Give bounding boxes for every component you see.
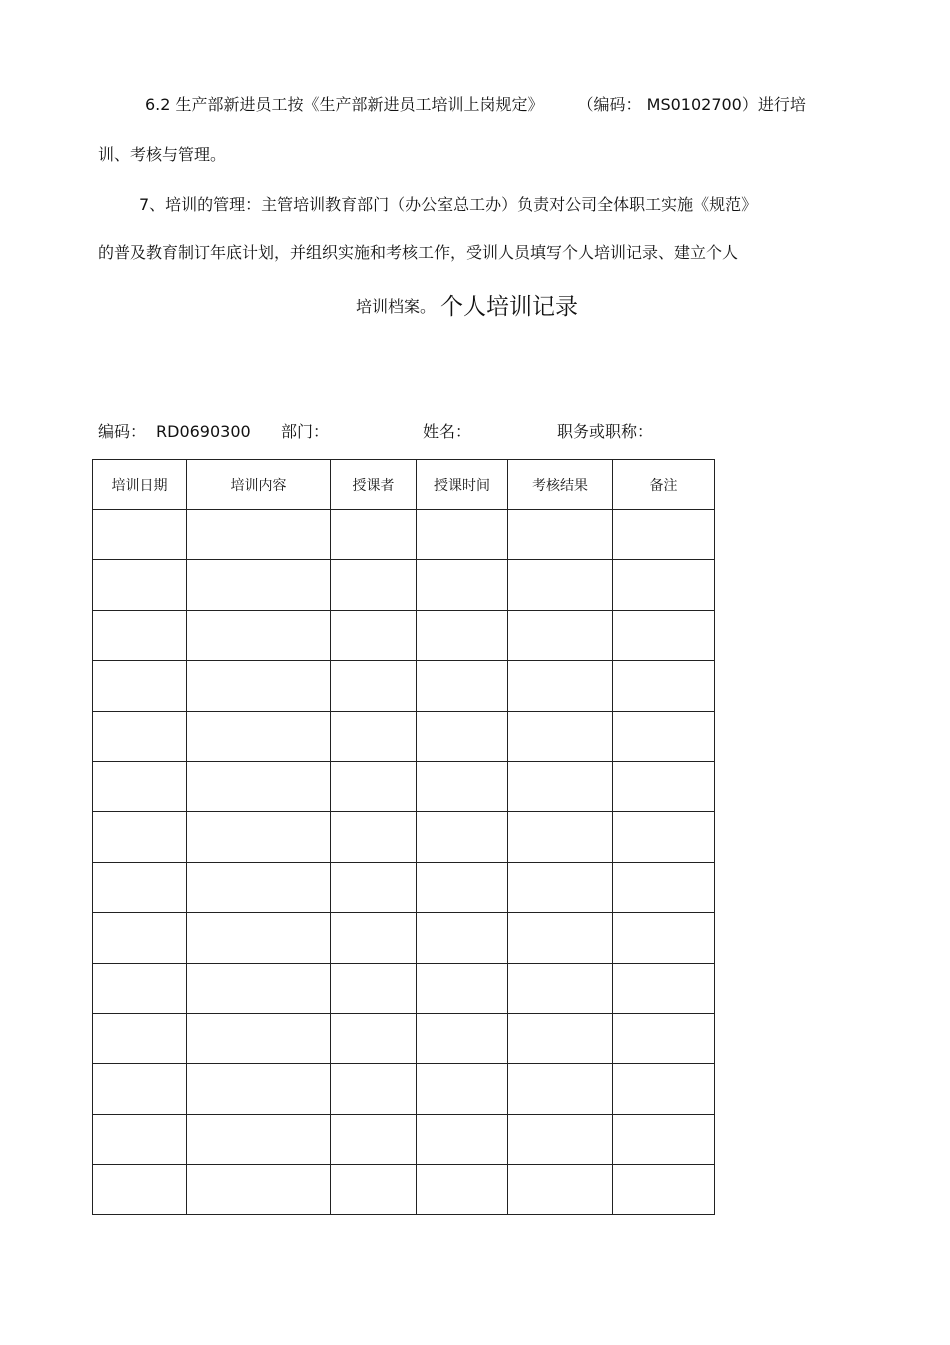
table-row (93, 510, 715, 560)
training-time-cell (417, 560, 508, 610)
table-row (93, 1165, 715, 1215)
training-time-cell (417, 812, 508, 862)
training-time-cell (417, 610, 508, 660)
code-value: RD0690300 (156, 422, 251, 441)
remarks-cell (613, 1165, 715, 1215)
training-content-cell (187, 510, 331, 560)
training-date-cell (93, 913, 187, 963)
training-content-cell (187, 560, 331, 610)
assessment-result-cell (508, 1013, 613, 1063)
column-header-assessment-result: 考核结果 (508, 460, 613, 510)
table-header-row (93, 460, 715, 510)
training-content-cell (187, 913, 331, 963)
table-row (93, 1114, 715, 1164)
training-content-cell (187, 1165, 331, 1215)
department-label: 部门： (281, 422, 330, 441)
training-time-cell (417, 761, 508, 811)
table-row (93, 560, 715, 610)
instructor-cell (331, 963, 417, 1013)
training-content-cell (187, 963, 331, 1013)
assessment-result-cell (508, 1114, 613, 1164)
instructor-cell (331, 1165, 417, 1215)
assessment-result-cell (508, 510, 613, 560)
training-date-cell (93, 510, 187, 560)
assessment-result-cell (508, 560, 613, 610)
training-content-cell (187, 1013, 331, 1063)
training-time-cell (417, 661, 508, 711)
training-date-cell (93, 812, 187, 862)
remarks-cell (613, 812, 715, 862)
remarks-cell (613, 963, 715, 1013)
training-content-cell (187, 1064, 331, 1114)
training-time-cell (417, 1064, 508, 1114)
training-content-cell (187, 1114, 331, 1164)
paragraph-7-line-1: 7、培训的管理：主管培训教育部门（办公室总工办）负责对公司全体职工实施《规范》 (139, 195, 758, 214)
paragraph-6-2-line-2: 训、考核与管理。 (98, 145, 227, 164)
training-time-cell (417, 711, 508, 761)
remarks-cell (613, 913, 715, 963)
training-time-cell (417, 1114, 508, 1164)
table-row (93, 661, 715, 711)
training-date-cell (93, 862, 187, 912)
training-time-cell (417, 963, 508, 1013)
position-label: 职务或职称： (557, 422, 654, 441)
table-row (93, 913, 715, 963)
instructor-cell (331, 1114, 417, 1164)
remarks-cell (613, 510, 715, 560)
column-header-remarks: 备注 (613, 460, 715, 510)
assessment-result-cell (508, 812, 613, 862)
training-date-cell (93, 761, 187, 811)
column-header-training-time: 授课时间 (417, 460, 508, 510)
table-row (93, 761, 715, 811)
instructor-cell (331, 1064, 417, 1114)
assessment-result-cell (508, 1165, 613, 1215)
assessment-result-cell (508, 761, 613, 811)
training-record-table (92, 459, 715, 1215)
column-header-instructor: 授课者 (331, 460, 417, 510)
training-date-cell (93, 560, 187, 610)
remarks-cell (613, 862, 715, 912)
instructor-cell (331, 711, 417, 761)
instructor-cell (331, 913, 417, 963)
instructor-cell (331, 560, 417, 610)
remarks-cell (613, 560, 715, 610)
table-row (93, 862, 715, 912)
name-label: 姓名： (423, 422, 472, 441)
training-content-cell (187, 862, 331, 912)
instructor-cell (331, 761, 417, 811)
training-date-cell (93, 963, 187, 1013)
training-date-cell (93, 1165, 187, 1215)
training-time-cell (417, 1165, 508, 1215)
training-content-cell (187, 761, 331, 811)
training-content-cell (187, 610, 331, 660)
assessment-result-cell (508, 610, 613, 660)
remarks-cell (613, 1114, 715, 1164)
training-date-cell (93, 610, 187, 660)
paragraph-6-2-text-b: （编码： MS0102700）进行培 (577, 95, 806, 114)
instructor-cell (331, 1013, 417, 1063)
table-row (93, 610, 715, 660)
paragraph-6-2-line-1 (145, 94, 806, 116)
instructor-cell (331, 510, 417, 560)
instructor-cell (331, 862, 417, 912)
instructor-cell (331, 661, 417, 711)
training-content-cell (187, 661, 331, 711)
remarks-cell (613, 1064, 715, 1114)
table-row (93, 1064, 715, 1114)
training-date-cell (93, 711, 187, 761)
assessment-result-cell (508, 963, 613, 1013)
training-content-cell (187, 711, 331, 761)
training-content-cell (187, 812, 331, 862)
remarks-cell (613, 711, 715, 761)
training-date-cell (93, 1064, 187, 1114)
assessment-result-cell (508, 661, 613, 711)
remarks-cell (613, 661, 715, 711)
table-row (93, 711, 715, 761)
assessment-result-cell (508, 913, 613, 963)
training-date-cell (93, 1013, 187, 1063)
table-row (93, 963, 715, 1013)
code-label: 编码： (98, 422, 147, 441)
instructor-cell (331, 610, 417, 660)
paragraph-6-2-text-a: 6.2 生产部新进员工按《生产部新进员工培训上岗规定》 (145, 95, 544, 114)
paragraph-7-line-2: 的普及教育制订年底计划，并组织实施和考核工作，受训人员填写个人培训记录、建立个人 (98, 243, 739, 262)
training-time-cell (417, 1013, 508, 1063)
training-time-cell (417, 510, 508, 560)
paragraph-7-text-end: 培训档案。 (356, 297, 437, 316)
form-title: 个人培训记录 (440, 294, 579, 320)
instructor-cell (331, 812, 417, 862)
column-header-training-date: 培训日期 (93, 460, 187, 510)
training-date-cell (93, 1114, 187, 1164)
paragraph-7-line-3 (356, 296, 578, 318)
assessment-result-cell (508, 711, 613, 761)
column-header-training-content: 培训内容 (187, 460, 331, 510)
assessment-result-cell (508, 862, 613, 912)
remarks-cell (613, 610, 715, 660)
table-row (93, 1013, 715, 1063)
training-date-cell (93, 661, 187, 711)
table-row (93, 812, 715, 862)
remarks-cell (613, 761, 715, 811)
training-time-cell (417, 862, 508, 912)
training-time-cell (417, 913, 508, 963)
assessment-result-cell (508, 1064, 613, 1114)
remarks-cell (613, 1013, 715, 1063)
